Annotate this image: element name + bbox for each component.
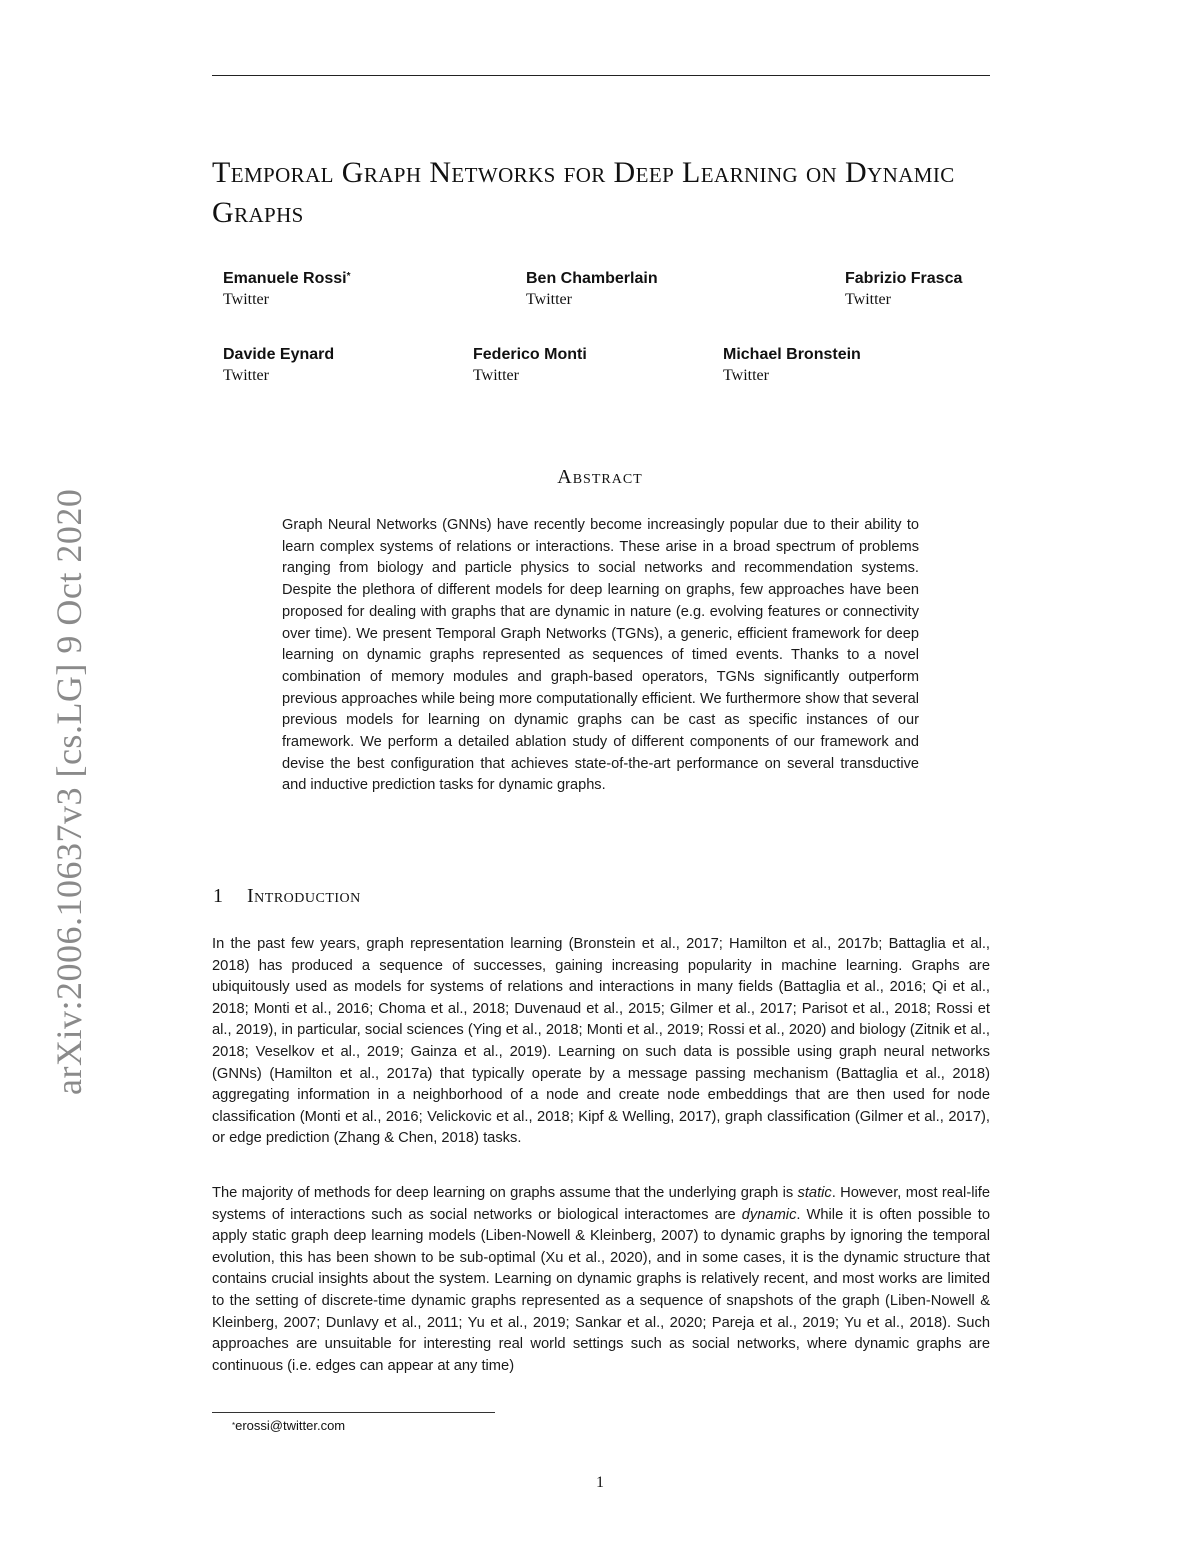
emphasis-static: static	[797, 1185, 832, 1201]
author-affiliation: Twitter	[845, 291, 891, 308]
section-title: Introduction	[247, 885, 361, 907]
footnote-email[interactable]: erossi@twitter.com	[235, 1418, 346, 1433]
author-marker: *	[346, 271, 351, 282]
footnote-rule	[212, 1412, 495, 1413]
arxiv-identifier: arXiv:2006.10637v3 [cs.LG] 9 Oct 2020	[49, 488, 89, 1095]
author-affiliation: Twitter	[223, 291, 269, 308]
footnote-marker: *	[232, 1421, 236, 1430]
footnote	[232, 1417, 345, 1435]
abstract-heading: Abstract	[557, 466, 643, 488]
top-rule	[212, 75, 990, 76]
emphasis-dynamic: dynamic	[741, 1206, 797, 1223]
author-name: Emanuele Rossi*	[223, 270, 351, 287]
author-block	[223, 268, 351, 310]
section-number: 1	[213, 885, 224, 907]
abstract-text: Graph Neural Networks (GNNs) have recently become increasingly popular due to their ability to learn complex systems of relations or interactions. These arise in a broad spectrum of problems ranging from biology and particle physics to social networks and recommendation systems. Despite the plethora of different models for deep learning on graphs, few approaches have been proposed for dealing with graphs that are dynamic in nature (e.g. evolving features or connectivity over time). We present Temporal Graph Networks (TGNs), a generic, efficient framework for deep learning on dynamic graphs represented as sequences of timed events. Thanks to a novel combination of memory modules and graph-based operators, TGNs significantly outperform previous approaches while being more computationally efficient. We furthermore show that several previous models for learning on dynamic graphs can be cast as specific instances of our framework. We perform a detailed ablation study of different components of our framework and devise the best configuration that achieves state-of-the-art performance on several transductive and inductive prediction tasks for dynamic graphs.	[282, 517, 919, 794]
body-paragraph: In the past few years, graph representation learning (Bronstein et al., 2017; Hamilton et al., 2017b; Battaglia et al., 2018) has produced a sequence of successes, gaining increasing popularity in machine learning. Graphs are ubiquitously used as models for systems of relations and interactions in many fields (Battaglia et al., 2016; Qi et al., 2018; Monti et al., 2016; Choma et al., 2018; Duvenaud et al., 2015; Gilmer et al., 2017; Parisot et al., 2018; Rossi et al., 2019), in particular, social sciences (Ying et al., 2018; Monti et al., 2019; Rossi et al., 2020) and biology (Zitnik et al., 2018; Veselkov et al., 2019; Gainza et al., 2019). Learning on such data is possible using graph neural networks (GNNs) (Hamilton et al., 2017a) that typically operate by a message passing mechanism (Battaglia et al., 2018) aggregating information in a neighborhood of a node and create node embeddings that are then used for node classification (Monti et al., 2016; Velickovic et al., 2018; Kipf & Welling, 2017), graph classification (Gilmer et al., 2017), or edge prediction (Zhang & Chen, 2018) tasks.	[212, 936, 990, 1147]
author-name: Davide Eynard	[223, 346, 335, 363]
author-block	[845, 268, 962, 310]
author-affiliation: Twitter	[473, 367, 519, 384]
author-name: Fabrizio Frasca	[845, 270, 963, 287]
body-paragraph: The majority of methods for deep learning on graphs assume that the underlying graph is static. However, most real-life systems of interactions such as social networks or biological interactomes are dynamic. While it is often possible to apply static graph deep learning models (Liben-Nowell & Kleinberg, 2007) to dynamic graphs by ignoring the temporal evolution, this has been shown to be sub-optimal (Xu et al., 2020), and in some cases, it is the dynamic structure that contains crucial insights about the system. Learning on dynamic graphs is relatively recent, and most works are limited to the setting of discrete-time dynamic graphs represented as a sequence of snapshots of the graph (Liben-Nowell & Kleinberg, 2007; Dunlavy et al., 2011; Yu et al., 2019; Sankar et al., 2020; Pareja et al., 2019; Yu et al., 2018). Such approaches are unsuitable for interesting real world settings such as social networks, where dynamic graphs are continuous (i.e. edges can appear at any time)	[212, 1185, 990, 1374]
author-name: Michael Bronstein	[723, 346, 861, 363]
section-heading	[213, 885, 361, 908]
author-name: Ben Chamberlain	[526, 270, 658, 287]
author-block	[526, 268, 658, 310]
author-block	[473, 344, 587, 386]
paper-title: Temporal Graph Networks for Deep Learning on Dynamic Graphs	[212, 156, 955, 229]
author-affiliation: Twitter	[223, 367, 269, 384]
page-number: 1	[596, 1474, 604, 1491]
author-block	[223, 344, 334, 386]
author-affiliation: Twitter	[723, 367, 769, 384]
author-name: Federico Monti	[473, 346, 587, 363]
author-affiliation: Twitter	[526, 291, 572, 308]
author-block	[723, 344, 861, 386]
